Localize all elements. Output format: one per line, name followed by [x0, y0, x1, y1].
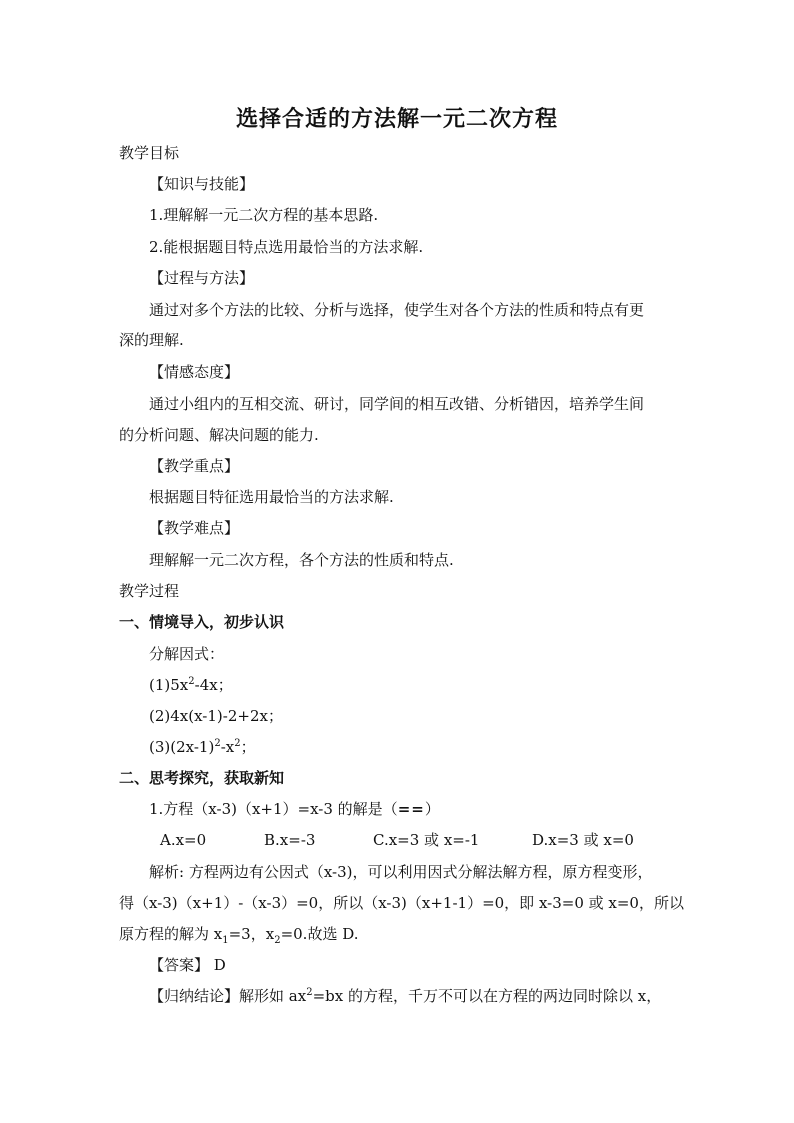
difficult-point-heading: 【教学难点】 [149, 519, 240, 537]
factorize-item-1: $(1)5x^2-4x$； [149, 676, 233, 694]
option-a: A.x=0 [160, 831, 207, 849]
process-method-line-1: 通过对多个方法的比较、分析与选择，使学生对各个方法的性质和特点有更 [149, 301, 645, 319]
option-c: C.x=3 或 x=-1 [373, 831, 480, 849]
section-1-heading: 一、情境导入，初步认识 [119, 613, 285, 631]
option-b: B.x=-3 [264, 831, 316, 849]
conclusion-line: 【归纳结论】解形如 $ax^2=bx$ 的方程，千万不可以在方程的两边同时除以 x， [149, 987, 662, 1005]
emotion-line-2: 的分析问题、解决问题的能力. [119, 426, 319, 444]
knowledge-item-1: 1.理解解一元二次方程的基本思路. [149, 206, 379, 224]
analysis-line-3: 原方程的解为 $x_1=3$，$x_2=0$.故选 D. [119, 925, 359, 946]
answer-line: 【答案】 D [149, 956, 226, 974]
key-point-text: 根据题目特征选用最恰当的方法求解. [149, 488, 394, 506]
teaching-process-heading: 教学过程 [119, 582, 180, 600]
knowledge-item-2: 2.能根据题目特点选用最恰当的方法求解. [149, 238, 424, 256]
factorize-item-2: (2)4x(x-1)-2+2x； [149, 707, 283, 725]
document-title: 选择合适的方法解一元二次方程 [235, 106, 558, 132]
knowledge-heading: 【知识与技能】 [149, 175, 255, 193]
analysis-line-1: 解析: 方程两边有公因式（x-3)，可以利用因式分解法解方程，原方程变形， [149, 863, 653, 881]
objectives-heading: 教学目标 [119, 144, 180, 162]
analysis-line-2: 得（x-3)（x+1）-（x-3）=0，所以（x-3)（x+1-1）=0，即 x-3=0 或 x=0，所以 [119, 894, 684, 912]
section-2-heading: 二、思考探究，获取新知 [119, 769, 285, 787]
option-d: D.x=3 或 x=0 [532, 831, 634, 849]
process-method-line-2: 深的理解. [119, 331, 184, 349]
key-point-heading: 【教学重点】 [149, 457, 240, 475]
answer-value: D [213, 956, 226, 974]
process-method-heading: 【过程与方法】 [149, 269, 255, 287]
emotion-heading: 【情感态度】 [149, 363, 240, 381]
question-1: 1.方程（x-3)（x+1）=x-3 的解是（==） [149, 800, 440, 818]
emotion-line-1: 通过小组内的互相交流、研讨，同学间的相互改错、分析错因，培养学生间 [149, 395, 645, 413]
answer-blank: == [397, 800, 425, 818]
factorize-intro: 分解因式： [149, 645, 225, 663]
difficult-point-text: 理解解一元二次方程，各个方法的性质和特点. [149, 551, 454, 569]
factorize-item-3: $(3)(2x-1)^2-x^2$； [149, 738, 256, 756]
